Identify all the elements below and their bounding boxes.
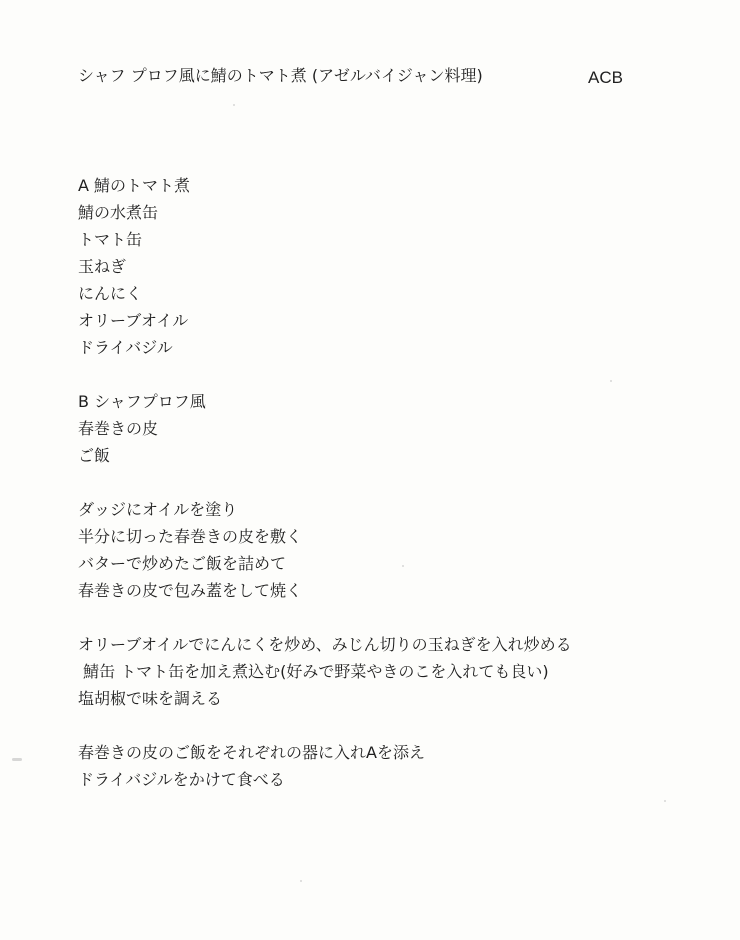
step-line: バターで炒めたご飯を詰めて: [78, 554, 287, 573]
ingredient-item: にんにく: [78, 284, 143, 303]
author-initials: ACB: [588, 68, 623, 87]
scan-speck: [12, 758, 22, 761]
step-line: ダッジにオイルを塗り: [78, 500, 238, 519]
step-line: オリーブオイルでにんにくを炒め、みじん切りの玉ねぎを入れ炒める: [78, 635, 572, 654]
ingredient-item: 春巻きの皮: [78, 419, 159, 438]
ingredient-item: オリーブオイル: [78, 311, 189, 330]
scan-speck: [610, 380, 612, 382]
scan-speck: [402, 565, 404, 567]
scan-speck: [300, 880, 302, 882]
step-line: 鯖缶 トマト缶を加え煮込む(好みで野菜やきのこを入れても良い): [78, 662, 549, 681]
ingredient-item: 玉ねぎ: [78, 257, 127, 276]
serving-line: 春巻きの皮のご飯をそれぞれの器に入れAを添え: [78, 743, 425, 762]
section-a-heading: A 鯖のトマト煮: [78, 176, 191, 195]
ingredient-item: ドライバジル: [78, 338, 173, 357]
step-line: 半分に切った春巻きの皮を敷く: [78, 527, 303, 546]
scan-speck: [664, 800, 666, 802]
scan-speck: [233, 104, 235, 106]
ingredient-item: ご飯: [78, 446, 111, 465]
ingredient-item: 鯖の水煮缶: [78, 203, 159, 222]
serving-line: ドライバジルをかけて食べる: [78, 770, 285, 789]
section-b-heading: B シャフプロフ風: [78, 392, 206, 411]
recipe-title: シャフ プロフ風に鯖のトマト煮 (アゼルバイジャン料理): [78, 66, 483, 85]
step-line: 塩胡椒で味を調える: [78, 689, 223, 708]
step-line: 春巻きの皮で包み蓋をして焼く: [78, 581, 303, 600]
ingredient-item: トマト缶: [78, 230, 143, 249]
